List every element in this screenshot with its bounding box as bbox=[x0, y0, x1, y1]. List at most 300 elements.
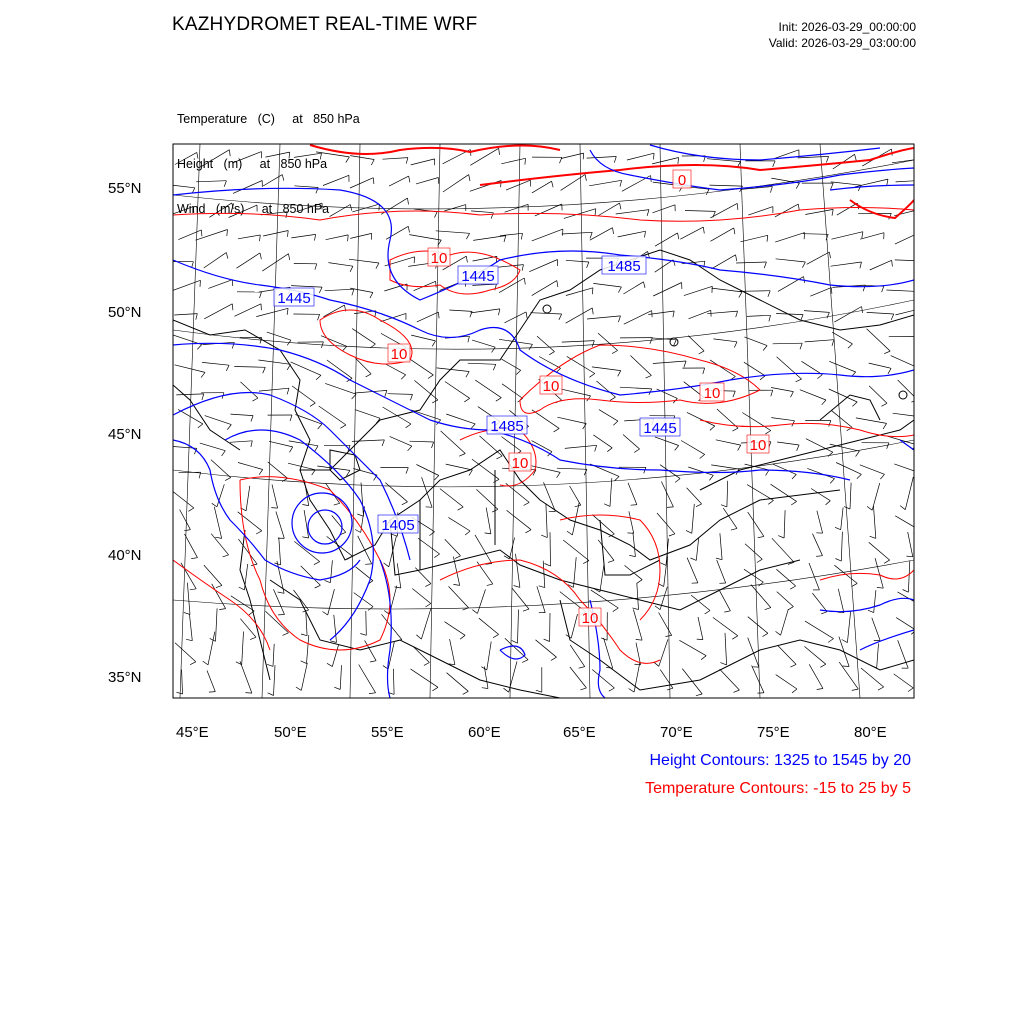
wind-barb-flag bbox=[216, 585, 222, 587]
wind-barb-flag bbox=[239, 587, 245, 590]
borders bbox=[173, 250, 914, 698]
wind-barb bbox=[655, 437, 679, 446]
wind-barb bbox=[292, 386, 315, 403]
wind-barb-flag bbox=[915, 292, 918, 298]
wind-barb bbox=[562, 341, 595, 343]
wind-barb-flag bbox=[758, 536, 764, 537]
wind-barb bbox=[716, 440, 741, 445]
wind-barb-flag bbox=[225, 478, 231, 481]
wind-barb bbox=[422, 477, 433, 507]
wind-barb-flag bbox=[788, 607, 793, 610]
wind-barb-flag bbox=[636, 639, 642, 640]
wind-barb bbox=[263, 175, 282, 186]
wind-barb-flag bbox=[699, 351, 705, 354]
wind-barb bbox=[532, 410, 559, 429]
wind-barb-flag bbox=[768, 291, 770, 297]
wind-barb bbox=[414, 380, 438, 400]
wind-barb-flag bbox=[884, 560, 890, 563]
wind-barb-flag bbox=[232, 203, 234, 209]
wind-barb-flag bbox=[434, 476, 438, 481]
wind-barb-flag bbox=[557, 472, 561, 477]
wind-barb-flag bbox=[263, 367, 266, 373]
wind-barb bbox=[509, 538, 514, 559]
wind-barb bbox=[500, 233, 523, 235]
wind-barb-flag bbox=[282, 175, 284, 181]
wind-barb-flag bbox=[678, 158, 679, 164]
wind-barb-flag bbox=[763, 346, 767, 351]
wind-barb-flag bbox=[816, 556, 822, 557]
wind-barb-flag bbox=[768, 500, 773, 504]
wind-barb-flag bbox=[881, 403, 887, 406]
wind-barb bbox=[720, 669, 740, 690]
wind-barb bbox=[443, 175, 469, 192]
wind-barb-flag bbox=[459, 454, 465, 457]
wind-barb bbox=[301, 566, 321, 585]
wind-barb bbox=[330, 560, 332, 582]
wind-barb bbox=[872, 618, 880, 641]
wind-barb bbox=[445, 622, 466, 636]
wind-barb-flag bbox=[559, 314, 562, 320]
wind-barb-flag bbox=[654, 662, 659, 666]
wind-barb bbox=[445, 382, 470, 399]
lat-tick-label: 50°N bbox=[108, 304, 142, 321]
wind-barb-flag bbox=[773, 161, 775, 167]
wind-barb bbox=[176, 394, 204, 395]
wind-barb bbox=[710, 360, 735, 377]
wind-barb-flag bbox=[673, 311, 674, 317]
wind-barb-flag bbox=[514, 586, 520, 588]
wind-barb-flag bbox=[526, 312, 527, 318]
wind-barb-flag bbox=[734, 342, 737, 348]
wind-barb bbox=[587, 316, 621, 319]
wind-barb-flag bbox=[524, 502, 530, 505]
wind-barb bbox=[444, 205, 466, 211]
wind-barb-flag bbox=[844, 507, 850, 509]
wind-barb-flag bbox=[493, 479, 499, 482]
wind-barb bbox=[592, 515, 614, 534]
wind-barb bbox=[905, 477, 913, 510]
wind-barb-flag bbox=[327, 663, 332, 666]
wind-barb-flag bbox=[525, 158, 526, 164]
wind-barb bbox=[623, 435, 640, 450]
wind-barb bbox=[246, 486, 250, 511]
wind-barb bbox=[301, 663, 307, 691]
wind-barb bbox=[418, 538, 440, 554]
wind-barb-flag bbox=[382, 440, 384, 446]
wind-barb-flag bbox=[429, 532, 434, 536]
wind-barb bbox=[175, 152, 197, 164]
wind-barb-flag bbox=[604, 504, 610, 507]
wind-barb-flag bbox=[778, 536, 784, 538]
wind-barb-flag bbox=[426, 507, 433, 508]
wind-barb-flag bbox=[800, 343, 802, 349]
wind-barb-flag bbox=[436, 281, 437, 287]
wind-barb-flag bbox=[918, 159, 920, 165]
wind-barb-flag bbox=[409, 176, 410, 182]
wind-barb bbox=[685, 211, 715, 212]
wind-barb-flag bbox=[870, 536, 876, 538]
wind-barb bbox=[352, 440, 385, 442]
wind-barb-flag bbox=[737, 203, 738, 210]
wind-barb-flag bbox=[583, 424, 587, 429]
wind-barb bbox=[860, 465, 885, 475]
wind-barb bbox=[181, 563, 196, 589]
wind-barb-flag bbox=[315, 234, 316, 240]
wind-barb-flag bbox=[355, 530, 361, 533]
field-height: Height (m) at 850 hPa bbox=[177, 157, 328, 171]
wind-barb-flag bbox=[301, 634, 307, 636]
wind-barb-flag bbox=[852, 402, 857, 406]
wind-barb bbox=[841, 508, 843, 530]
wind-barb bbox=[572, 502, 579, 535]
wind-barb-flag bbox=[842, 640, 848, 643]
wind-barb-flag bbox=[283, 633, 289, 636]
wind-barb-flag bbox=[660, 563, 666, 566]
wind-barb-flag bbox=[848, 344, 853, 348]
wind-barb-flag bbox=[862, 232, 863, 239]
wind-barb-flag bbox=[828, 639, 833, 643]
wind-barb bbox=[216, 608, 218, 641]
wind-barb-flag bbox=[736, 311, 738, 317]
wind-barb bbox=[744, 569, 763, 582]
wind-barb-flag bbox=[434, 554, 439, 558]
wind-barb-flag bbox=[223, 555, 229, 557]
wind-barb-flag bbox=[575, 505, 581, 507]
valid-time: Valid: 2026-03-29_03:00:00 bbox=[768, 36, 916, 50]
lon-tick-label: 50°E bbox=[274, 724, 307, 741]
wind-barb-flag bbox=[701, 656, 706, 660]
wind-barb-flag bbox=[203, 661, 208, 665]
wind-barb-flag bbox=[829, 421, 831, 427]
wind-barb-flag bbox=[567, 531, 572, 535]
wind-barb bbox=[831, 232, 863, 240]
wind-barb-flag bbox=[655, 606, 660, 610]
wind-barb bbox=[800, 390, 826, 400]
wind-barb-flag bbox=[465, 531, 470, 535]
height-contour-label: 1405 bbox=[381, 517, 415, 534]
wind-barb-flag bbox=[232, 342, 234, 348]
wind-barb-flag bbox=[817, 689, 823, 690]
wind-barb-flag bbox=[856, 451, 860, 456]
wind-barb bbox=[720, 533, 722, 559]
wind-barb-flag bbox=[607, 448, 612, 452]
wind-barb-flag bbox=[675, 446, 679, 451]
wind-barb-flag bbox=[406, 424, 411, 428]
wind-barb-flag bbox=[432, 442, 434, 448]
wind-barb bbox=[591, 590, 618, 608]
wind-barb bbox=[633, 610, 642, 641]
wind-barb bbox=[689, 310, 711, 319]
wind-barb bbox=[532, 229, 563, 241]
wind-barb bbox=[234, 367, 265, 368]
wind-barb-flag bbox=[267, 664, 273, 666]
wind-barb bbox=[550, 532, 551, 566]
wind-barb-flag bbox=[499, 148, 500, 155]
wind-barb-flag bbox=[302, 537, 308, 538]
wind-barb-flag bbox=[334, 687, 340, 689]
wind-barb bbox=[238, 463, 263, 470]
wind-barb-flag bbox=[460, 635, 465, 639]
wind-barb-flag bbox=[426, 604, 431, 608]
wind-barb-flag bbox=[832, 209, 833, 215]
wind-barb bbox=[659, 639, 668, 666]
wind-barb bbox=[590, 228, 613, 241]
wind-barb bbox=[449, 586, 469, 607]
wind-barb bbox=[262, 254, 288, 271]
wind-barb-flag bbox=[868, 610, 874, 612]
wind-barb-flag bbox=[580, 688, 586, 690]
wind-barb-flag bbox=[613, 608, 619, 612]
wind-barb-flag bbox=[891, 314, 894, 320]
wind-barb bbox=[628, 483, 637, 505]
wind-barb bbox=[610, 478, 612, 506]
wind-barb bbox=[720, 591, 731, 611]
page-title: KAZHYDROMET REAL-TIME WRF bbox=[172, 14, 478, 35]
wind-barb-flag bbox=[360, 634, 366, 636]
wind-barb bbox=[501, 158, 525, 164]
wind-barb-flag bbox=[312, 470, 316, 475]
wind-barb bbox=[437, 368, 470, 372]
wind-barb bbox=[837, 203, 857, 215]
wind-barb bbox=[445, 539, 461, 556]
wind-barb bbox=[340, 665, 341, 689]
wind-barb-flag bbox=[832, 340, 834, 346]
wind-barb-flag bbox=[766, 470, 769, 475]
wind-barb bbox=[867, 312, 894, 314]
wind-barb-flag bbox=[817, 375, 822, 379]
init-time: Init: 2026-03-29_00:00:00 bbox=[778, 20, 916, 34]
wind-barb-flag bbox=[370, 293, 373, 299]
wind-barb bbox=[185, 534, 198, 558]
wind-barb-flag bbox=[765, 608, 771, 610]
wind-barb bbox=[240, 661, 252, 693]
wind-barb bbox=[328, 263, 353, 267]
wind-barb-flag bbox=[822, 400, 826, 405]
wind-barb-flag bbox=[653, 153, 654, 159]
wind-barb-flag bbox=[732, 636, 738, 639]
wind-barb bbox=[593, 283, 621, 287]
temperature-contour-label: 10 bbox=[581, 610, 599, 627]
wind-barb bbox=[327, 536, 353, 556]
wind-barb bbox=[620, 387, 652, 389]
wind-barb-flag bbox=[646, 375, 652, 378]
wind-barb bbox=[209, 203, 231, 217]
wind-barb bbox=[516, 554, 520, 588]
wind-barb bbox=[571, 614, 577, 638]
wind-barb bbox=[200, 443, 226, 451]
wind-barb bbox=[416, 465, 438, 476]
wind-barb bbox=[874, 506, 876, 538]
wind-barb-flag bbox=[470, 311, 472, 317]
wind-barb bbox=[390, 436, 412, 446]
wind-barb bbox=[775, 233, 804, 243]
wind-barb bbox=[273, 644, 274, 667]
wind-barb bbox=[811, 489, 830, 501]
wind-barb-flag bbox=[900, 506, 905, 510]
wind-barb-flag bbox=[738, 445, 741, 451]
wind-barb-flag bbox=[791, 501, 796, 505]
wind-barb-flag bbox=[618, 287, 621, 293]
wind-barb bbox=[450, 639, 455, 665]
wind-barb-flag bbox=[357, 514, 363, 516]
wind-barb bbox=[805, 340, 834, 342]
wind-barb-flag bbox=[471, 424, 475, 429]
wind-barb bbox=[861, 668, 884, 687]
wind-barb bbox=[740, 291, 771, 292]
wind-barb bbox=[259, 388, 289, 391]
wind-barb-flag bbox=[524, 278, 525, 284]
wind-barb bbox=[710, 228, 733, 241]
wind-barb bbox=[274, 665, 276, 695]
wind-barb bbox=[870, 260, 892, 270]
wind-barb-flag bbox=[614, 157, 616, 163]
wind-barb-flag bbox=[734, 228, 735, 234]
wind-barb-flag bbox=[224, 181, 226, 187]
wind-barb-flag bbox=[408, 446, 412, 451]
wind-barb bbox=[653, 283, 681, 297]
wind-barb-flag bbox=[674, 340, 677, 346]
wind-barb bbox=[319, 406, 346, 425]
wind-barb-flag bbox=[608, 560, 614, 562]
wind-barb-flag bbox=[551, 657, 557, 660]
wind-barb bbox=[328, 589, 335, 615]
wind-barb bbox=[389, 176, 409, 186]
wind-barb-flag bbox=[516, 370, 521, 374]
wind-barb bbox=[657, 513, 675, 534]
wind-barb bbox=[173, 206, 194, 214]
wind-barb bbox=[692, 504, 695, 533]
wind-barb bbox=[208, 632, 215, 665]
wind-barb-flag bbox=[709, 475, 713, 480]
wind-barb-flag bbox=[466, 233, 469, 239]
wind-barb bbox=[393, 669, 394, 695]
wind-barb bbox=[307, 635, 309, 664]
wind-barb bbox=[745, 544, 762, 559]
wind-barb-flag bbox=[366, 374, 372, 377]
wind-barb bbox=[241, 382, 258, 398]
wind-barb bbox=[777, 442, 799, 445]
wind-barb bbox=[740, 235, 767, 242]
wind-barb-flag bbox=[226, 253, 228, 259]
wind-barb-flag bbox=[192, 262, 194, 268]
wind-barb bbox=[679, 640, 706, 655]
wind-barb bbox=[480, 436, 503, 456]
wind-barb bbox=[448, 517, 470, 531]
wind-barb-flag bbox=[259, 470, 263, 475]
wind-barb-flag bbox=[289, 152, 290, 158]
wind-barb bbox=[409, 235, 441, 241]
wind-barb-flag bbox=[536, 690, 542, 692]
wind-barb bbox=[805, 621, 834, 639]
wind-barb bbox=[661, 482, 673, 507]
wind-barb-flag bbox=[469, 175, 470, 181]
wind-barb-flag bbox=[557, 281, 558, 287]
wind-barb bbox=[202, 362, 229, 365]
wind-barb bbox=[234, 304, 261, 317]
temperature-contour-label: 10 bbox=[430, 250, 448, 267]
wind-barb-flag bbox=[595, 209, 596, 216]
wind-barb bbox=[447, 673, 469, 692]
wind-barb bbox=[830, 444, 860, 451]
wind-barb-flag bbox=[198, 424, 203, 428]
wind-barb bbox=[388, 394, 413, 395]
wind-barb-flag bbox=[521, 233, 522, 239]
wind-barb-flag bbox=[271, 508, 277, 509]
wind-barb bbox=[479, 618, 499, 634]
wind-barb bbox=[190, 615, 193, 641]
wind-barb bbox=[807, 252, 830, 264]
wind-barb bbox=[771, 484, 797, 501]
wind-barb-flag bbox=[790, 586, 796, 589]
wind-barb bbox=[211, 534, 228, 555]
wind-barb bbox=[742, 413, 771, 431]
wind-barb bbox=[727, 481, 728, 507]
wind-barb-flag bbox=[554, 428, 560, 432]
wind-barb bbox=[832, 332, 852, 344]
wind-barb-flag bbox=[883, 423, 887, 429]
wind-barb-flag bbox=[348, 235, 349, 241]
wind-barb bbox=[291, 286, 322, 288]
wind-barb bbox=[560, 389, 591, 396]
wind-barb bbox=[295, 186, 319, 188]
wind-barb bbox=[847, 611, 850, 643]
wind-barb bbox=[477, 589, 485, 613]
wind-barb bbox=[817, 511, 823, 533]
wind-barb-flag bbox=[592, 341, 594, 347]
wind-barb bbox=[397, 563, 401, 588]
wind-barb-flag bbox=[464, 398, 469, 402]
wind-barb bbox=[238, 512, 262, 531]
wind-barb-flag bbox=[821, 612, 827, 614]
wind-barb bbox=[269, 441, 293, 447]
wind-barb bbox=[711, 465, 739, 469]
wind-barb bbox=[747, 485, 773, 501]
wind-barb bbox=[297, 203, 323, 212]
wind-barb bbox=[687, 488, 702, 504]
wind-barb bbox=[557, 417, 586, 423]
wind-barb-flag bbox=[618, 316, 620, 322]
wind-barb-flag bbox=[188, 508, 194, 511]
wind-barb-flag bbox=[706, 189, 709, 195]
wind-barb bbox=[659, 613, 672, 636]
wind-barb bbox=[655, 233, 678, 246]
wind-barb-flag bbox=[583, 561, 589, 564]
wind-barb bbox=[323, 175, 349, 185]
wind-barb-flag bbox=[302, 505, 308, 506]
wind-barb bbox=[599, 410, 618, 422]
wind-barb-flag bbox=[466, 372, 469, 378]
wind-barb-flag bbox=[835, 527, 841, 529]
wind-barb-flag bbox=[684, 361, 686, 367]
wind-barb-flag bbox=[260, 235, 261, 241]
wind-barb-flag bbox=[764, 262, 766, 268]
wind-barb-flag bbox=[529, 344, 533, 350]
wind-barb bbox=[748, 207, 773, 216]
wind-barb bbox=[869, 542, 890, 560]
wind-barb-flag bbox=[798, 204, 799, 210]
wind-barb bbox=[744, 362, 765, 376]
wind-barb bbox=[773, 343, 803, 344]
wind-barb bbox=[187, 583, 190, 615]
wind-barb-flag bbox=[201, 230, 202, 236]
wind-barb-flag bbox=[287, 388, 289, 394]
wind-barb-flag bbox=[320, 153, 321, 159]
wind-barb bbox=[836, 463, 861, 475]
wind-barb bbox=[566, 260, 589, 262]
wind-barb bbox=[330, 205, 351, 217]
wind-barb-flag bbox=[918, 417, 921, 423]
wind-barb bbox=[505, 312, 527, 323]
